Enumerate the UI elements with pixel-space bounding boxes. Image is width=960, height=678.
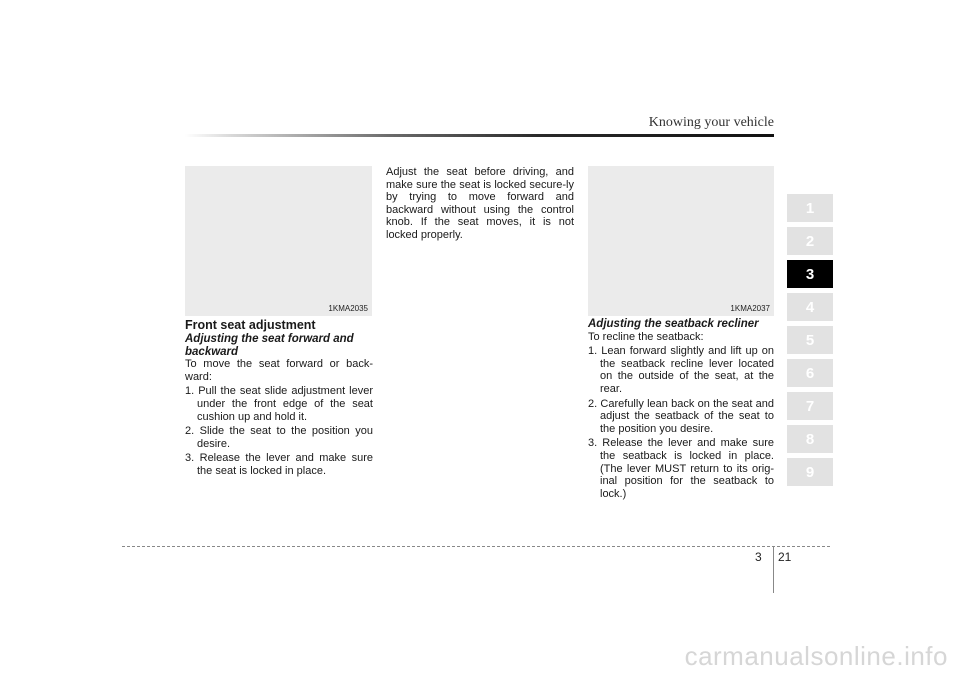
right-column <box>588 318 774 502</box>
page-number-divider <box>773 546 774 593</box>
header-rule <box>185 134 774 137</box>
chapter-tab-2[interactable]: 2 <box>787 227 833 255</box>
chapter-tabs <box>787 194 833 491</box>
chapter-tab-9[interactable]: 9 <box>787 458 833 486</box>
chapter-tab-3[interactable]: 3 <box>787 260 833 288</box>
list-item: 3. Release the lever and make sure the seatback is locked in place. (The lever MUST return to its orig-inal position for the seatback to lock.) <box>588 437 774 500</box>
list-item: 2. Carefully lean back on the seat and adjust the seatback of the seat to the position you desire. <box>588 397 774 435</box>
figure-seat-slide <box>185 166 372 316</box>
intro-text: To move the seat forward or back-ward: <box>185 358 373 383</box>
figure-code-right: 1KMA2037 <box>730 304 770 313</box>
chapter-tab-1[interactable]: 1 <box>787 194 833 222</box>
page-chapter-number: 3 <box>755 550 762 564</box>
figure-seatback-recliner <box>588 166 774 316</box>
header-title: Knowing your vehicle <box>648 115 774 130</box>
page-number: 21 <box>778 550 792 564</box>
footer-rule <box>122 546 830 547</box>
subheading-recliner: Adjusting the seatback recliner <box>588 318 759 330</box>
section-heading: Front seat adjustment <box>185 318 316 332</box>
middle-column <box>386 166 574 242</box>
list-item: 2. Slide the seat to the position you desire. <box>185 425 373 450</box>
chapter-tab-6[interactable]: 6 <box>787 359 833 387</box>
list-item: 1. Pull the seat slide adjustment lever under the front edge of the seat cushion up and hold it. <box>185 385 373 423</box>
left-column <box>185 318 373 480</box>
chapter-tab-4[interactable]: 4 <box>787 293 833 321</box>
list-item: 3. Release the lever and make sure the seat is locked in place. <box>185 452 373 477</box>
intro-text: To recline the seatback: <box>588 330 704 343</box>
list-item: 1. Lean forward slightly and lift up on the seatback recline lever located on the outside of the seat, at the rear. <box>588 345 774 395</box>
chapter-tab-7[interactable]: 7 <box>787 392 833 420</box>
steps-list-right <box>588 345 774 500</box>
chapter-tab-8[interactable]: 8 <box>787 425 833 453</box>
caution-text: Adjust the seat before driving, and make sure the seat is locked secure-ly by trying to move forward and backward without using the control knob. If the seat moves, it is not locked properly. <box>386 166 574 241</box>
watermark: carmanualsonline.info <box>684 641 948 671</box>
figure-code-left: 1KMA2035 <box>328 304 368 313</box>
subheading-forward-backward: Adjusting the seat forward and backward <box>185 333 354 358</box>
steps-list-left <box>185 385 373 477</box>
chapter-tab-5[interactable]: 5 <box>787 326 833 354</box>
